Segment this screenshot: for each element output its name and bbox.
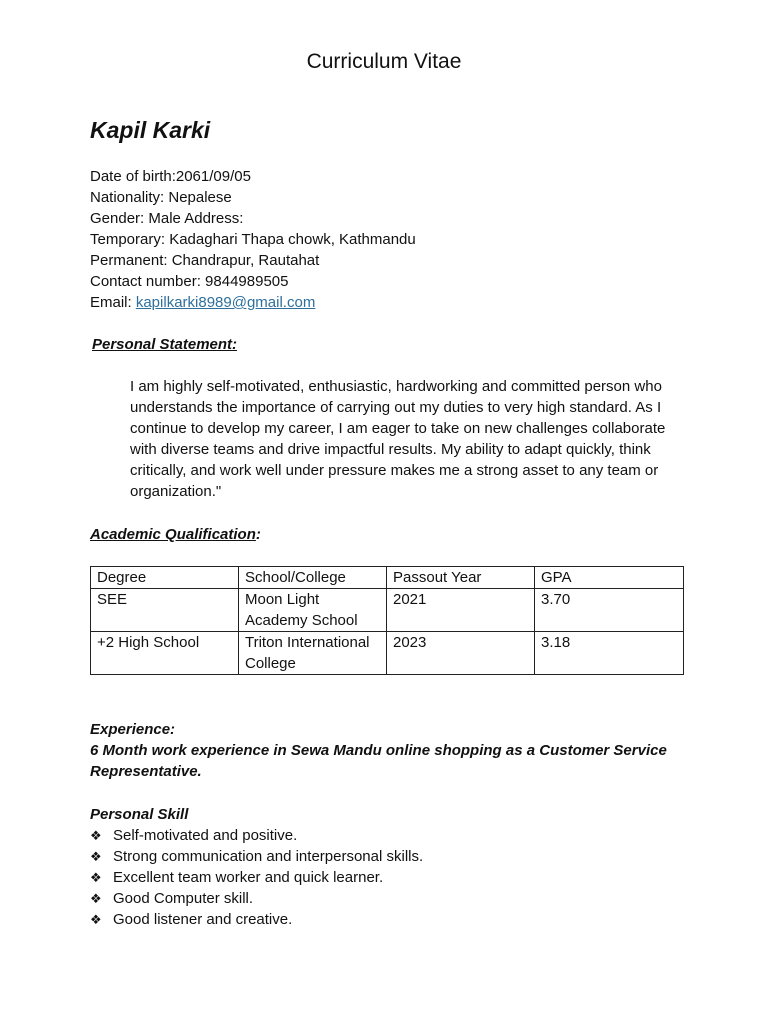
personal-statement-heading xyxy=(92,334,237,355)
skills-heading: Personal Skill xyxy=(90,806,189,823)
contact-number: Contact number: 9844989505 xyxy=(90,273,289,290)
candidate-name: Kapil Karki xyxy=(90,117,211,143)
table-cell: 3.70 xyxy=(535,589,684,632)
table-cell: Triton International College xyxy=(239,632,387,675)
list-item xyxy=(90,825,423,846)
table-cell: 3.18 xyxy=(535,632,684,675)
permanent-address: Permanent: Chandrapur, Rautahat xyxy=(90,252,320,269)
table-header-row xyxy=(91,567,684,589)
document-title: Curriculum Vitae xyxy=(306,50,462,73)
list-item xyxy=(90,867,423,888)
skill-text: Excellent team worker and quick learner. xyxy=(113,869,384,886)
diamond-bullet-icon: ❖ xyxy=(90,870,102,885)
skill-text: Good Computer skill. xyxy=(113,890,254,907)
academic-table xyxy=(90,566,684,675)
table-header-cell: School/College xyxy=(239,567,387,589)
table-cell: SEE xyxy=(91,589,239,632)
personal-statement-heading-colon: : xyxy=(232,336,238,353)
skill-text: Good listener and creative. xyxy=(113,911,293,928)
experience-text: 6 Month work experience in Sewa Mandu online shopping as a Customer Service Representative. xyxy=(90,742,667,780)
personal-statement-heading-text: Personal Statement xyxy=(92,336,233,353)
list-item xyxy=(90,909,423,930)
diamond-bullet-icon: ❖ xyxy=(90,849,102,864)
table-header-cell: Passout Year xyxy=(387,567,535,589)
gender-address: Gender: Male Address: xyxy=(90,210,244,227)
email-line xyxy=(90,292,416,313)
personal-info xyxy=(90,166,416,313)
table-row xyxy=(91,632,684,675)
list-item xyxy=(90,888,423,909)
diamond-bullet-icon: ❖ xyxy=(90,891,102,906)
table-cell: 2023 xyxy=(387,632,535,675)
list-item xyxy=(90,846,423,867)
email-label: Email: xyxy=(90,294,136,311)
diamond-bullet-icon: ❖ xyxy=(90,912,102,927)
table-cell: 2021 xyxy=(387,589,535,632)
table-row xyxy=(91,589,684,632)
table-cell: +2 High School xyxy=(91,632,239,675)
experience-section xyxy=(90,719,690,782)
table-header-cell: GPA xyxy=(535,567,684,589)
skill-text: Strong communication and interpersonal skills. xyxy=(113,848,424,865)
skills-section xyxy=(90,804,423,930)
personal-statement-text: I am highly self-motivated, enthusiastic, hardworking and committed person who understands the importance of carrying out my duties to very high standard. As I continue to develop my career, I am eager to take on new challenges collaborate with diverse teams and drive impactful results. My ability to adapt quickly, think critically, and work well under pressure makes me a strong asset to any team or organization." xyxy=(130,378,666,500)
academic-heading-colon: : xyxy=(255,526,261,543)
temporary-address: Temporary: Kadaghari Thapa chowk, Kathmandu xyxy=(90,231,416,248)
diamond-bullet-icon: ❖ xyxy=(90,828,102,843)
nationality: Nationality: Nepalese xyxy=(90,189,232,206)
academic-heading-text: Academic Qualification xyxy=(90,526,256,543)
experience-heading: Experience: xyxy=(90,721,176,738)
date-of-birth: Date of birth:2061/09/05 xyxy=(90,168,251,185)
table-header-cell: Degree xyxy=(91,567,239,589)
skills-list xyxy=(90,825,423,930)
skill-text: Self-motivated and positive. xyxy=(113,827,298,844)
table-cell: Moon Light Academy School xyxy=(239,589,387,632)
email-link[interactable]: kapilkarki8989@gmail.com xyxy=(135,294,316,311)
academic-heading xyxy=(90,524,261,545)
